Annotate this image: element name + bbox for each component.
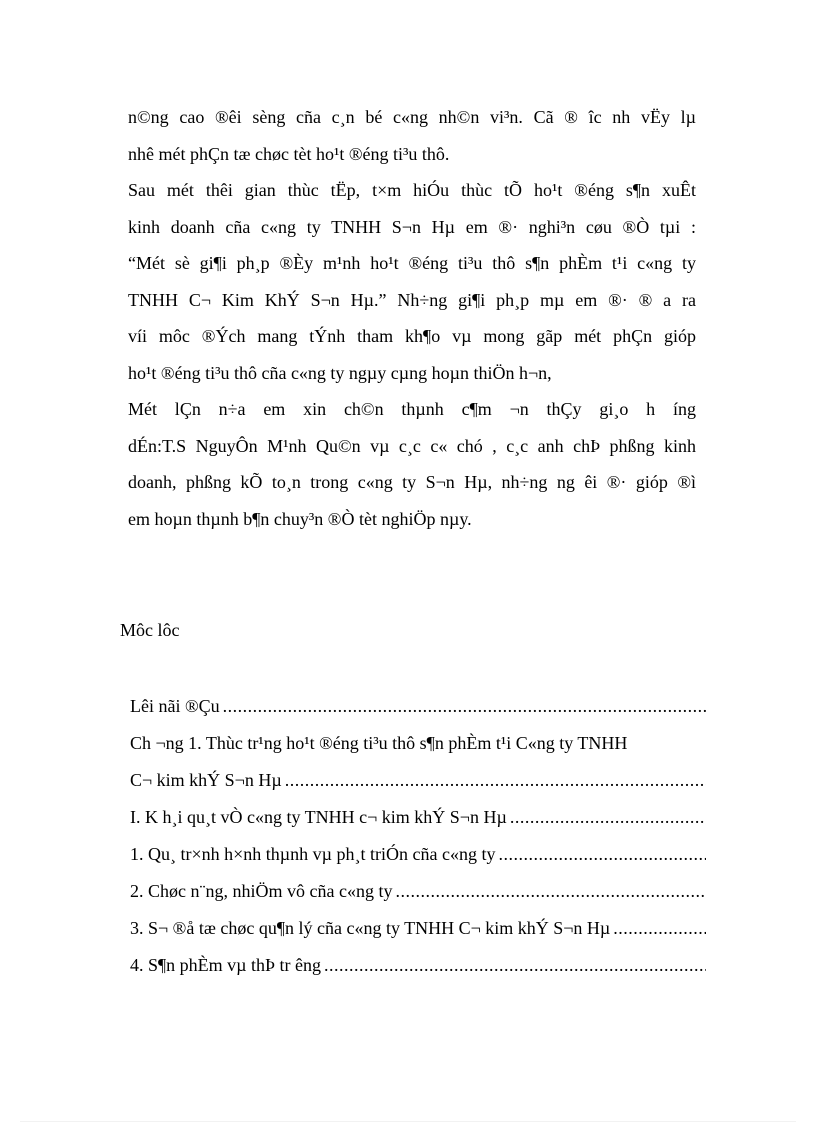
toc-dot-leader (510, 799, 706, 836)
toc-entry[interactable] (130, 836, 706, 873)
toc-entry-title: 4. S¶n phÈm vµ thÞ tr êng (130, 955, 322, 975)
intro-line: dÉn:T.S NguyÔn M¹nh Qu©n vµ c¸c c« chó , c¸c anh chÞ phßng kinh (128, 435, 696, 456)
toc-entry[interactable] (130, 725, 706, 762)
toc-dot-leader (613, 910, 706, 947)
toc-dot-leader (324, 947, 706, 984)
toc-entry-title: 2. Chøc n¨ng, nhiÖm vô cña c«ng ty (130, 881, 393, 901)
intro-line: Mét lÇn n÷a em xin ch©n thµnh c¶m ¬n thÇy gi¸o h íng (128, 399, 696, 419)
toc-entry[interactable] (130, 947, 706, 984)
table-of-contents (130, 688, 706, 984)
intro-line: nhê mét phÇn tæ chøc tèt ho¹t ®éng ti³u thô. (128, 143, 450, 164)
intro-line: víi môc ®Ých mang tÝnh tham kh¶o vµ mong gãp mét phÇn gióp (128, 326, 696, 346)
toc-entry[interactable] (130, 910, 706, 947)
toc-dot-leader (499, 836, 707, 873)
page-bottom-divider (20, 1121, 796, 1122)
toc-entry-title: 1. Qu¸ tr×nh h×nh thµnh vµ ph¸t triÓn cña c«ng ty (130, 844, 496, 864)
intro-line: “Mét sè gi¶i ph¸p ®Èy m¹nh ho¹t ®éng ti³u thô s¶n phÈm t¹i c«ng ty (128, 253, 696, 273)
toc-dot-leader (395, 873, 706, 910)
toc-entry[interactable] (130, 799, 706, 836)
toc-entry[interactable] (130, 873, 706, 910)
toc-entry[interactable] (130, 762, 706, 799)
intro-line: em hoµn thµnh b¶n chuy³n ®Ò tèt nghiÖp nµy. (128, 508, 472, 529)
toc-heading: Môc lôc (120, 620, 180, 640)
toc-entry-title: I. K h¸i qu¸t vÒ c«ng ty TNHH c¬ kim khÝ S¬n Hµ (130, 807, 507, 827)
toc-entry-title: Lêi nãi ®Çu (130, 696, 220, 716)
intro-line: Sau mét thêi gian thùc tËp, t×m hiÓu thùc tÕ ho¹t ®éng s¶n xuÊt (128, 180, 696, 200)
intro-line: TNHH C¬ Kim KhÝ S¬n Hµ.” Nh÷ng gi¶i ph¸p mµ em ®· ® a ra (128, 289, 696, 310)
intro-line: kinh doanh cña c«ng ty TNHH S¬n Hµ em ®· nghi³n cøu ®Ò tµi : (128, 216, 696, 237)
toc-entry-title: C¬ kim khÝ S¬n Hµ (130, 770, 282, 790)
intro-line: doanh, phßng kÕ to¸n trong c«ng ty S¬n Hµ, nh÷ng ng êi ®· gióp ®ì (128, 472, 696, 492)
intro-line: n©ng cao ®êi sèng cña c¸n bé c«ng nh©n vi³n. Cã ® îc nh vËy lµ (128, 107, 696, 127)
toc-dot-leader (223, 688, 706, 725)
toc-dot-leader (285, 762, 706, 799)
toc-entry-title: Ch ¬ng 1. Thùc tr¹ng ho¹t ®éng ti³u thô s¶n phÈm t¹i C«ng ty TNHH (130, 733, 628, 753)
intro-line: ho¹t ®éng ti³u thô cña c«ng ty ngµy cµng hoµn thiÖn h¬n, (128, 362, 552, 383)
intro-text (128, 99, 696, 537)
toc-entry-title: 3. S¬ ®å tæ chøc qu¶n lý cña c«ng ty TNHH C¬ kim khÝ S¬n Hµ (130, 918, 611, 938)
toc-entry[interactable] (130, 688, 706, 725)
